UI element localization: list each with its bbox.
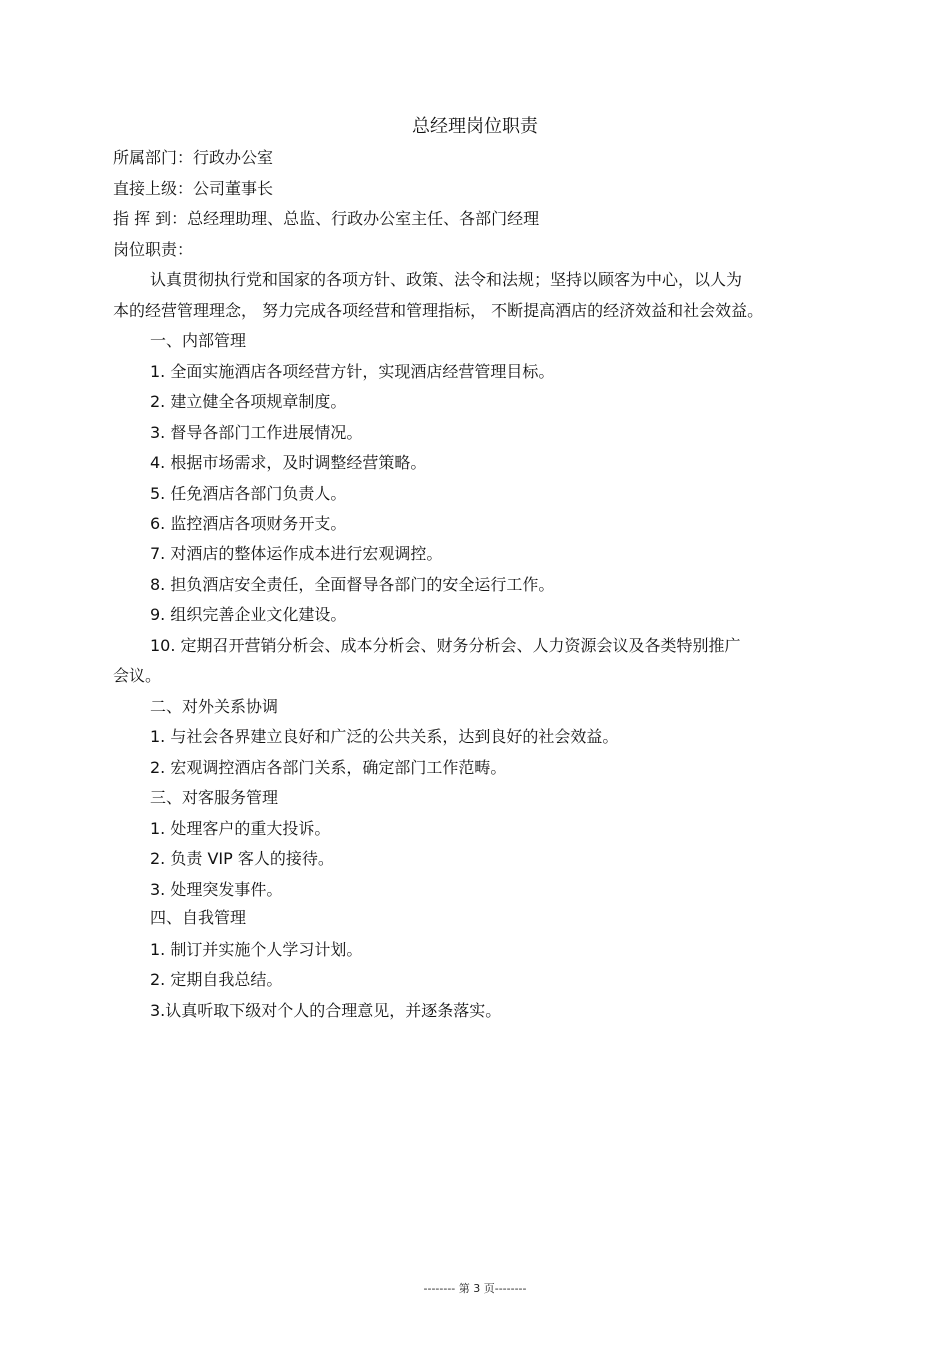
list-item: 10. 定期召开营销分析会、成本分析会、财务分析会、人力资源会议及各类特别推广 (150, 636, 741, 655)
intro-line-1: 认真贯彻执行党和国家的各项方针、政策、法令和法规；坚持以顾客为中心，以人为 (150, 270, 743, 289)
list-item: 8. 担负酒店安全责任，全面督导各部门的安全运行工作。 (150, 575, 555, 594)
list-item: 7. 对酒店的整体运作成本进行宏观调控。 (150, 544, 443, 563)
list-item-continuation: 会议。 (113, 666, 162, 685)
superior-line: 直接上级：公司董事长 (113, 179, 274, 198)
list-item: 1. 全面实施酒店各项经营方针，实现酒店经营管理目标。 (150, 362, 555, 381)
list-item: 2. 建立健全各项规章制度。 (150, 392, 347, 411)
list-item: 3.认真听取下级对个人的合理意见，并逐条落实。 (150, 1001, 502, 1020)
intro-line-2: 本的经营管理理念， 努力完成各项经营和管理指标， 不断提高酒店的经济效益和社会效益。 (113, 301, 764, 320)
list-item: 6. 监控酒店各项财务开支。 (150, 514, 347, 533)
list-item: 1. 与社会各界建立良好和广泛的公共关系，达到良好的社会效益。 (150, 727, 619, 746)
list-item: 3. 督导各部门工作进展情况。 (150, 423, 363, 442)
list-item: 4. 根据市场需求，及时调整经营策略。 (150, 453, 427, 472)
list-item: 2. 宏观调控酒店各部门关系，确定部门工作范畴。 (150, 758, 507, 777)
section-heading-guest: 三、对客服务管理 (150, 788, 279, 807)
duties-label: 岗位职责： (113, 240, 194, 259)
department-line: 所属部门：行政办公室 (113, 148, 274, 167)
list-item: 9. 组织完善企业文化建设。 (150, 605, 347, 624)
page-number-footer: -------- 第 3 页-------- (423, 1282, 527, 1295)
section-heading-self: 四、自我管理 (150, 908, 247, 927)
section-heading-internal: 一、内部管理 (150, 331, 247, 350)
list-item: 5. 任免酒店各部门负责人。 (150, 484, 347, 503)
list-item: 1. 处理客户的重大投诉。 (150, 819, 331, 838)
section-heading-external: 二、对外关系协调 (150, 697, 279, 716)
list-item: 2. 负责 VIP 客人的接待。 (150, 849, 334, 868)
list-item: 2. 定期自我总结。 (150, 970, 283, 989)
command-line: 指 挥 到：总经理助理、总监、行政办公室主任、各部门经理 (113, 209, 540, 228)
document-title: 总经理岗位职责 (412, 116, 538, 137)
list-item: 3. 处理突发事件。 (150, 880, 283, 899)
list-item: 1. 制订并实施个人学习计划。 (150, 940, 363, 959)
